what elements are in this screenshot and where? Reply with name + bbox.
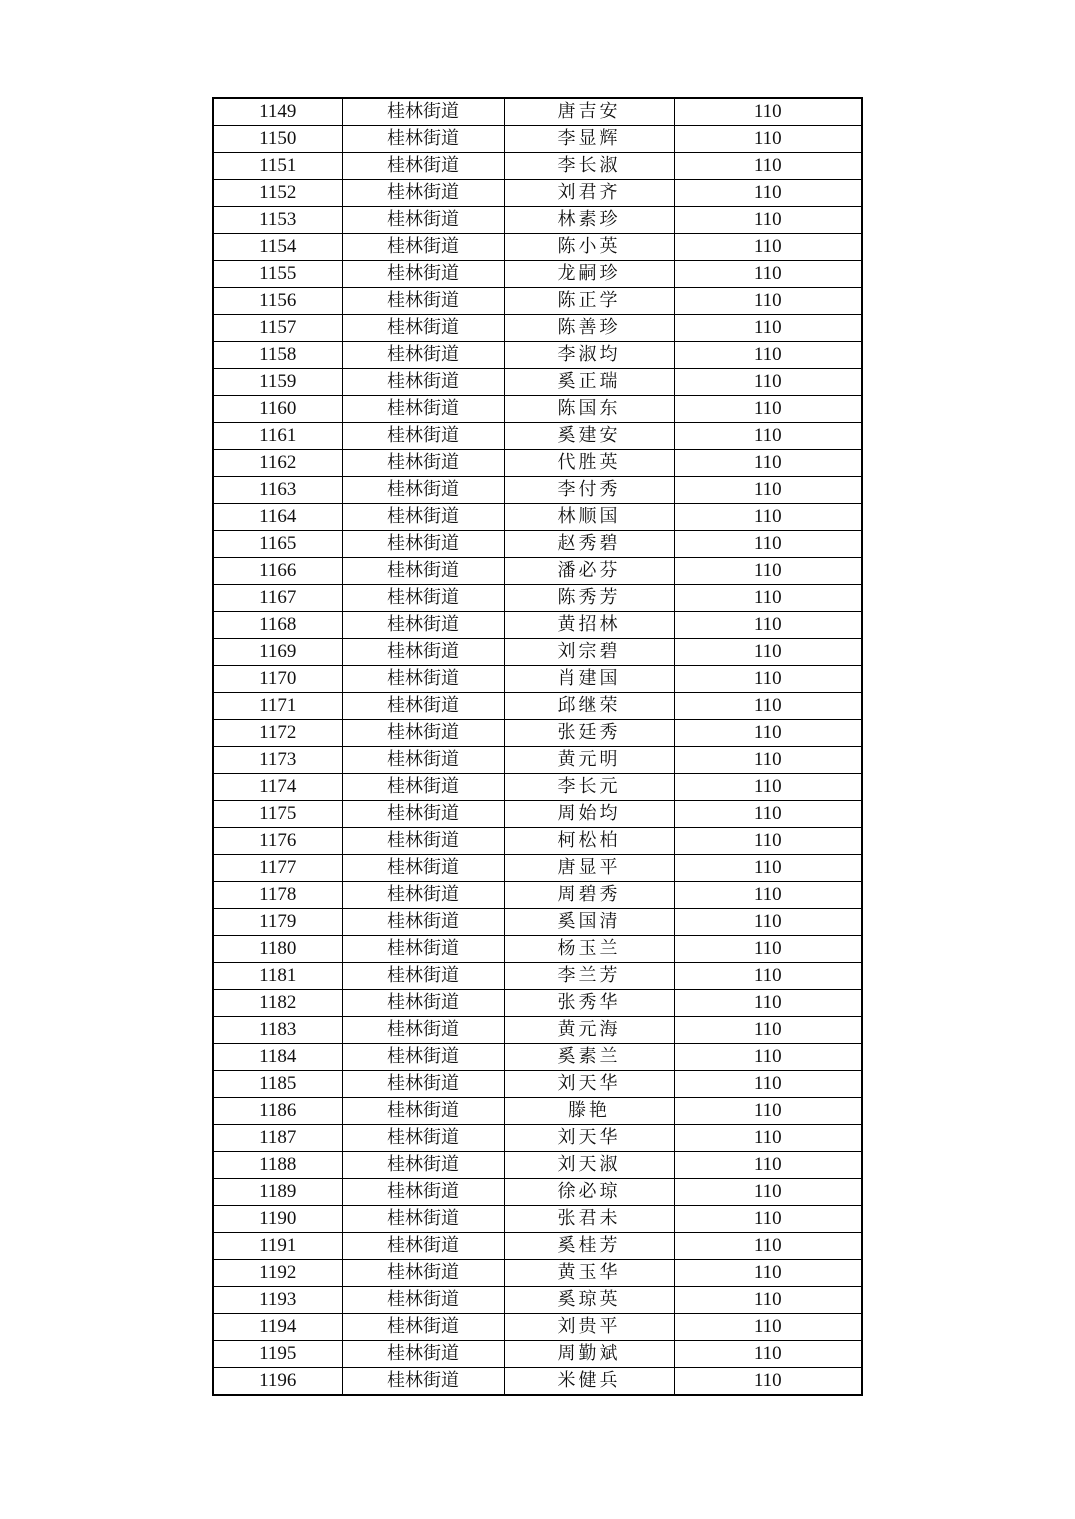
table-row bbox=[213, 1368, 862, 1396]
amount-cell: 110 bbox=[674, 1071, 862, 1098]
table-row bbox=[213, 1179, 862, 1206]
serial-number-cell: 1156 bbox=[213, 288, 342, 315]
table-row bbox=[213, 261, 862, 288]
amount-cell: 110 bbox=[674, 153, 862, 180]
street-cell: 桂林街道 bbox=[342, 153, 504, 180]
serial-number-cell: 1175 bbox=[213, 801, 342, 828]
amount-cell: 110 bbox=[674, 126, 862, 153]
serial-number-cell: 1152 bbox=[213, 180, 342, 207]
table-row bbox=[213, 612, 862, 639]
street-cell: 桂林街道 bbox=[342, 585, 504, 612]
street-cell: 桂林街道 bbox=[342, 1233, 504, 1260]
table-row bbox=[213, 98, 862, 126]
amount-cell: 110 bbox=[674, 1125, 862, 1152]
amount-cell: 110 bbox=[674, 1260, 862, 1287]
person-name-cell: 李付秀 bbox=[504, 477, 674, 504]
table-row bbox=[213, 936, 862, 963]
person-name-cell: 刘天华 bbox=[504, 1071, 674, 1098]
person-name-cell: 刘天淑 bbox=[504, 1152, 674, 1179]
serial-number-cell: 1162 bbox=[213, 450, 342, 477]
street-cell: 桂林街道 bbox=[342, 936, 504, 963]
serial-number-cell: 1157 bbox=[213, 315, 342, 342]
street-cell: 桂林街道 bbox=[342, 1206, 504, 1233]
serial-number-cell: 1176 bbox=[213, 828, 342, 855]
table-row bbox=[213, 828, 862, 855]
table-row bbox=[213, 1206, 862, 1233]
roster-table bbox=[212, 97, 863, 1396]
serial-number-cell: 1171 bbox=[213, 693, 342, 720]
serial-number-cell: 1160 bbox=[213, 396, 342, 423]
table-row bbox=[213, 396, 862, 423]
table-row bbox=[213, 153, 862, 180]
table-row bbox=[213, 585, 862, 612]
serial-number-cell: 1191 bbox=[213, 1233, 342, 1260]
serial-number-cell: 1153 bbox=[213, 207, 342, 234]
street-cell: 桂林街道 bbox=[342, 1071, 504, 1098]
table-row bbox=[213, 315, 862, 342]
street-cell: 桂林街道 bbox=[342, 261, 504, 288]
table-row bbox=[213, 1314, 862, 1341]
serial-number-cell: 1188 bbox=[213, 1152, 342, 1179]
street-cell: 桂林街道 bbox=[342, 1368, 504, 1396]
street-cell: 桂林街道 bbox=[342, 450, 504, 477]
street-cell: 桂林街道 bbox=[342, 396, 504, 423]
table-row bbox=[213, 963, 862, 990]
serial-number-cell: 1193 bbox=[213, 1287, 342, 1314]
amount-cell: 110 bbox=[674, 1044, 862, 1071]
serial-number-cell: 1179 bbox=[213, 909, 342, 936]
amount-cell: 110 bbox=[674, 828, 862, 855]
serial-number-cell: 1161 bbox=[213, 423, 342, 450]
table-row bbox=[213, 855, 862, 882]
person-name-cell: 赵秀碧 bbox=[504, 531, 674, 558]
amount-cell: 110 bbox=[674, 909, 862, 936]
serial-number-cell: 1158 bbox=[213, 342, 342, 369]
table-row bbox=[213, 1233, 862, 1260]
table-row bbox=[213, 720, 862, 747]
person-name-cell: 杨玉兰 bbox=[504, 936, 674, 963]
table-row bbox=[213, 1152, 862, 1179]
street-cell: 桂林街道 bbox=[342, 558, 504, 585]
serial-number-cell: 1159 bbox=[213, 369, 342, 396]
person-name-cell: 李淑均 bbox=[504, 342, 674, 369]
amount-cell: 110 bbox=[674, 288, 862, 315]
table-row bbox=[213, 1098, 862, 1125]
street-cell: 桂林街道 bbox=[342, 477, 504, 504]
street-cell: 桂林街道 bbox=[342, 639, 504, 666]
person-name-cell: 黄招林 bbox=[504, 612, 674, 639]
amount-cell: 110 bbox=[674, 423, 862, 450]
street-cell: 桂林街道 bbox=[342, 98, 504, 126]
table-row bbox=[213, 639, 862, 666]
person-name-cell: 陈秀芳 bbox=[504, 585, 674, 612]
table-row bbox=[213, 180, 862, 207]
amount-cell: 110 bbox=[674, 801, 862, 828]
street-cell: 桂林街道 bbox=[342, 990, 504, 1017]
serial-number-cell: 1165 bbox=[213, 531, 342, 558]
person-name-cell: 张秀华 bbox=[504, 990, 674, 1017]
table-row bbox=[213, 1044, 862, 1071]
person-name-cell: 潘必芬 bbox=[504, 558, 674, 585]
street-cell: 桂林街道 bbox=[342, 1152, 504, 1179]
serial-number-cell: 1182 bbox=[213, 990, 342, 1017]
amount-cell: 110 bbox=[674, 639, 862, 666]
table-row bbox=[213, 504, 862, 531]
person-name-cell: 林顺国 bbox=[504, 504, 674, 531]
amount-cell: 110 bbox=[674, 396, 862, 423]
amount-cell: 110 bbox=[674, 1206, 862, 1233]
roster-table-body bbox=[213, 98, 862, 1395]
table-row bbox=[213, 207, 862, 234]
amount-cell: 110 bbox=[674, 531, 862, 558]
amount-cell: 110 bbox=[674, 504, 862, 531]
amount-cell: 110 bbox=[674, 1368, 862, 1396]
table-row bbox=[213, 1260, 862, 1287]
street-cell: 桂林街道 bbox=[342, 315, 504, 342]
amount-cell: 110 bbox=[674, 990, 862, 1017]
serial-number-cell: 1190 bbox=[213, 1206, 342, 1233]
street-cell: 桂林街道 bbox=[342, 720, 504, 747]
person-name-cell: 黄元海 bbox=[504, 1017, 674, 1044]
person-name-cell: 周勤斌 bbox=[504, 1341, 674, 1368]
table-row bbox=[213, 774, 862, 801]
serial-number-cell: 1174 bbox=[213, 774, 342, 801]
person-name-cell: 刘君齐 bbox=[504, 180, 674, 207]
serial-number-cell: 1186 bbox=[213, 1098, 342, 1125]
amount-cell: 110 bbox=[674, 477, 862, 504]
amount-cell: 110 bbox=[674, 1233, 862, 1260]
street-cell: 桂林街道 bbox=[342, 1287, 504, 1314]
amount-cell: 110 bbox=[674, 882, 862, 909]
table-row bbox=[213, 1125, 862, 1152]
person-name-cell: 陈小英 bbox=[504, 234, 674, 261]
serial-number-cell: 1170 bbox=[213, 666, 342, 693]
person-name-cell: 柯松柏 bbox=[504, 828, 674, 855]
serial-number-cell: 1164 bbox=[213, 504, 342, 531]
table-row bbox=[213, 126, 862, 153]
person-name-cell: 唐吉安 bbox=[504, 98, 674, 126]
street-cell: 桂林街道 bbox=[342, 747, 504, 774]
serial-number-cell: 1196 bbox=[213, 1368, 342, 1396]
amount-cell: 110 bbox=[674, 1017, 862, 1044]
table-row bbox=[213, 693, 862, 720]
table-row bbox=[213, 990, 862, 1017]
amount-cell: 110 bbox=[674, 234, 862, 261]
person-name-cell: 李长元 bbox=[504, 774, 674, 801]
street-cell: 桂林街道 bbox=[342, 126, 504, 153]
amount-cell: 110 bbox=[674, 1152, 862, 1179]
table-row bbox=[213, 288, 862, 315]
table-row bbox=[213, 558, 862, 585]
amount-cell: 110 bbox=[674, 180, 862, 207]
serial-number-cell: 1168 bbox=[213, 612, 342, 639]
serial-number-cell: 1163 bbox=[213, 477, 342, 504]
table-row bbox=[213, 450, 862, 477]
table-row bbox=[213, 1341, 862, 1368]
serial-number-cell: 1173 bbox=[213, 747, 342, 774]
person-name-cell: 刘贵平 bbox=[504, 1314, 674, 1341]
person-name-cell: 黄元明 bbox=[504, 747, 674, 774]
amount-cell: 110 bbox=[674, 747, 862, 774]
street-cell: 桂林街道 bbox=[342, 801, 504, 828]
table-row bbox=[213, 342, 862, 369]
street-cell: 桂林街道 bbox=[342, 693, 504, 720]
person-name-cell: 张廷秀 bbox=[504, 720, 674, 747]
table-row bbox=[213, 1287, 862, 1314]
person-name-cell: 奚琼英 bbox=[504, 1287, 674, 1314]
person-name-cell: 陈正学 bbox=[504, 288, 674, 315]
street-cell: 桂林街道 bbox=[342, 504, 504, 531]
person-name-cell: 奚正瑞 bbox=[504, 369, 674, 396]
serial-number-cell: 1180 bbox=[213, 936, 342, 963]
amount-cell: 110 bbox=[674, 261, 862, 288]
street-cell: 桂林街道 bbox=[342, 612, 504, 639]
serial-number-cell: 1155 bbox=[213, 261, 342, 288]
person-name-cell: 周始均 bbox=[504, 801, 674, 828]
street-cell: 桂林街道 bbox=[342, 342, 504, 369]
table-row bbox=[213, 1071, 862, 1098]
person-name-cell: 李显辉 bbox=[504, 126, 674, 153]
person-name-cell: 李长淑 bbox=[504, 153, 674, 180]
person-name-cell: 刘天华 bbox=[504, 1125, 674, 1152]
table-row bbox=[213, 423, 862, 450]
serial-number-cell: 1181 bbox=[213, 963, 342, 990]
table-row bbox=[213, 801, 862, 828]
serial-number-cell: 1154 bbox=[213, 234, 342, 261]
amount-cell: 110 bbox=[674, 936, 862, 963]
street-cell: 桂林街道 bbox=[342, 369, 504, 396]
serial-number-cell: 1183 bbox=[213, 1017, 342, 1044]
person-name-cell: 奚素兰 bbox=[504, 1044, 674, 1071]
table-row bbox=[213, 666, 862, 693]
person-name-cell: 奚国清 bbox=[504, 909, 674, 936]
serial-number-cell: 1172 bbox=[213, 720, 342, 747]
street-cell: 桂林街道 bbox=[342, 207, 504, 234]
street-cell: 桂林街道 bbox=[342, 1125, 504, 1152]
person-name-cell: 刘宗碧 bbox=[504, 639, 674, 666]
table-row bbox=[213, 909, 862, 936]
amount-cell: 110 bbox=[674, 855, 862, 882]
serial-number-cell: 1150 bbox=[213, 126, 342, 153]
serial-number-cell: 1178 bbox=[213, 882, 342, 909]
person-name-cell: 奚建安 bbox=[504, 423, 674, 450]
street-cell: 桂林街道 bbox=[342, 1179, 504, 1206]
person-name-cell: 肖建国 bbox=[504, 666, 674, 693]
amount-cell: 110 bbox=[674, 1287, 862, 1314]
table-row bbox=[213, 531, 862, 558]
serial-number-cell: 1184 bbox=[213, 1044, 342, 1071]
street-cell: 桂林街道 bbox=[342, 666, 504, 693]
serial-number-cell: 1185 bbox=[213, 1071, 342, 1098]
street-cell: 桂林街道 bbox=[342, 963, 504, 990]
person-name-cell: 米健兵 bbox=[504, 1368, 674, 1396]
serial-number-cell: 1195 bbox=[213, 1341, 342, 1368]
street-cell: 桂林街道 bbox=[342, 1314, 504, 1341]
person-name-cell: 龙嗣珍 bbox=[504, 261, 674, 288]
serial-number-cell: 1187 bbox=[213, 1125, 342, 1152]
amount-cell: 110 bbox=[674, 1314, 862, 1341]
amount-cell: 110 bbox=[674, 1098, 862, 1125]
street-cell: 桂林街道 bbox=[342, 1341, 504, 1368]
street-cell: 桂林街道 bbox=[342, 1044, 504, 1071]
street-cell: 桂林街道 bbox=[342, 882, 504, 909]
amount-cell: 110 bbox=[674, 693, 862, 720]
person-name-cell: 陈国东 bbox=[504, 396, 674, 423]
person-name-cell: 陈善珍 bbox=[504, 315, 674, 342]
amount-cell: 110 bbox=[674, 450, 862, 477]
serial-number-cell: 1192 bbox=[213, 1260, 342, 1287]
table-row bbox=[213, 882, 862, 909]
amount-cell: 110 bbox=[674, 558, 862, 585]
person-name-cell: 黄玉华 bbox=[504, 1260, 674, 1287]
amount-cell: 110 bbox=[674, 342, 862, 369]
person-name-cell: 徐必琼 bbox=[504, 1179, 674, 1206]
serial-number-cell: 1149 bbox=[213, 98, 342, 126]
amount-cell: 110 bbox=[674, 98, 862, 126]
street-cell: 桂林街道 bbox=[342, 1260, 504, 1287]
serial-number-cell: 1166 bbox=[213, 558, 342, 585]
street-cell: 桂林街道 bbox=[342, 855, 504, 882]
street-cell: 桂林街道 bbox=[342, 1017, 504, 1044]
person-name-cell: 代胜英 bbox=[504, 450, 674, 477]
street-cell: 桂林街道 bbox=[342, 1098, 504, 1125]
street-cell: 桂林街道 bbox=[342, 828, 504, 855]
amount-cell: 110 bbox=[674, 315, 862, 342]
amount-cell: 110 bbox=[674, 207, 862, 234]
amount-cell: 110 bbox=[674, 666, 862, 693]
serial-number-cell: 1189 bbox=[213, 1179, 342, 1206]
street-cell: 桂林街道 bbox=[342, 423, 504, 450]
person-name-cell: 李兰芳 bbox=[504, 963, 674, 990]
amount-cell: 110 bbox=[674, 585, 862, 612]
person-name-cell: 周碧秀 bbox=[504, 882, 674, 909]
table-row bbox=[213, 477, 862, 504]
table-row bbox=[213, 234, 862, 261]
street-cell: 桂林街道 bbox=[342, 180, 504, 207]
person-name-cell: 张君未 bbox=[504, 1206, 674, 1233]
amount-cell: 110 bbox=[674, 612, 862, 639]
person-name-cell: 林素珍 bbox=[504, 207, 674, 234]
amount-cell: 110 bbox=[674, 963, 862, 990]
street-cell: 桂林街道 bbox=[342, 288, 504, 315]
amount-cell: 110 bbox=[674, 1341, 862, 1368]
table-row bbox=[213, 1017, 862, 1044]
amount-cell: 110 bbox=[674, 720, 862, 747]
street-cell: 桂林街道 bbox=[342, 774, 504, 801]
serial-number-cell: 1194 bbox=[213, 1314, 342, 1341]
amount-cell: 110 bbox=[674, 369, 862, 396]
person-name-cell: 邱继荣 bbox=[504, 693, 674, 720]
serial-number-cell: 1151 bbox=[213, 153, 342, 180]
street-cell: 桂林街道 bbox=[342, 909, 504, 936]
amount-cell: 110 bbox=[674, 1179, 862, 1206]
person-name-cell: 滕艳 bbox=[504, 1098, 674, 1125]
serial-number-cell: 1167 bbox=[213, 585, 342, 612]
table-row bbox=[213, 747, 862, 774]
person-name-cell: 唐显平 bbox=[504, 855, 674, 882]
table-row bbox=[213, 369, 862, 396]
person-name-cell: 奚桂芳 bbox=[504, 1233, 674, 1260]
street-cell: 桂林街道 bbox=[342, 531, 504, 558]
amount-cell: 110 bbox=[674, 774, 862, 801]
serial-number-cell: 1177 bbox=[213, 855, 342, 882]
street-cell: 桂林街道 bbox=[342, 234, 504, 261]
serial-number-cell: 1169 bbox=[213, 639, 342, 666]
